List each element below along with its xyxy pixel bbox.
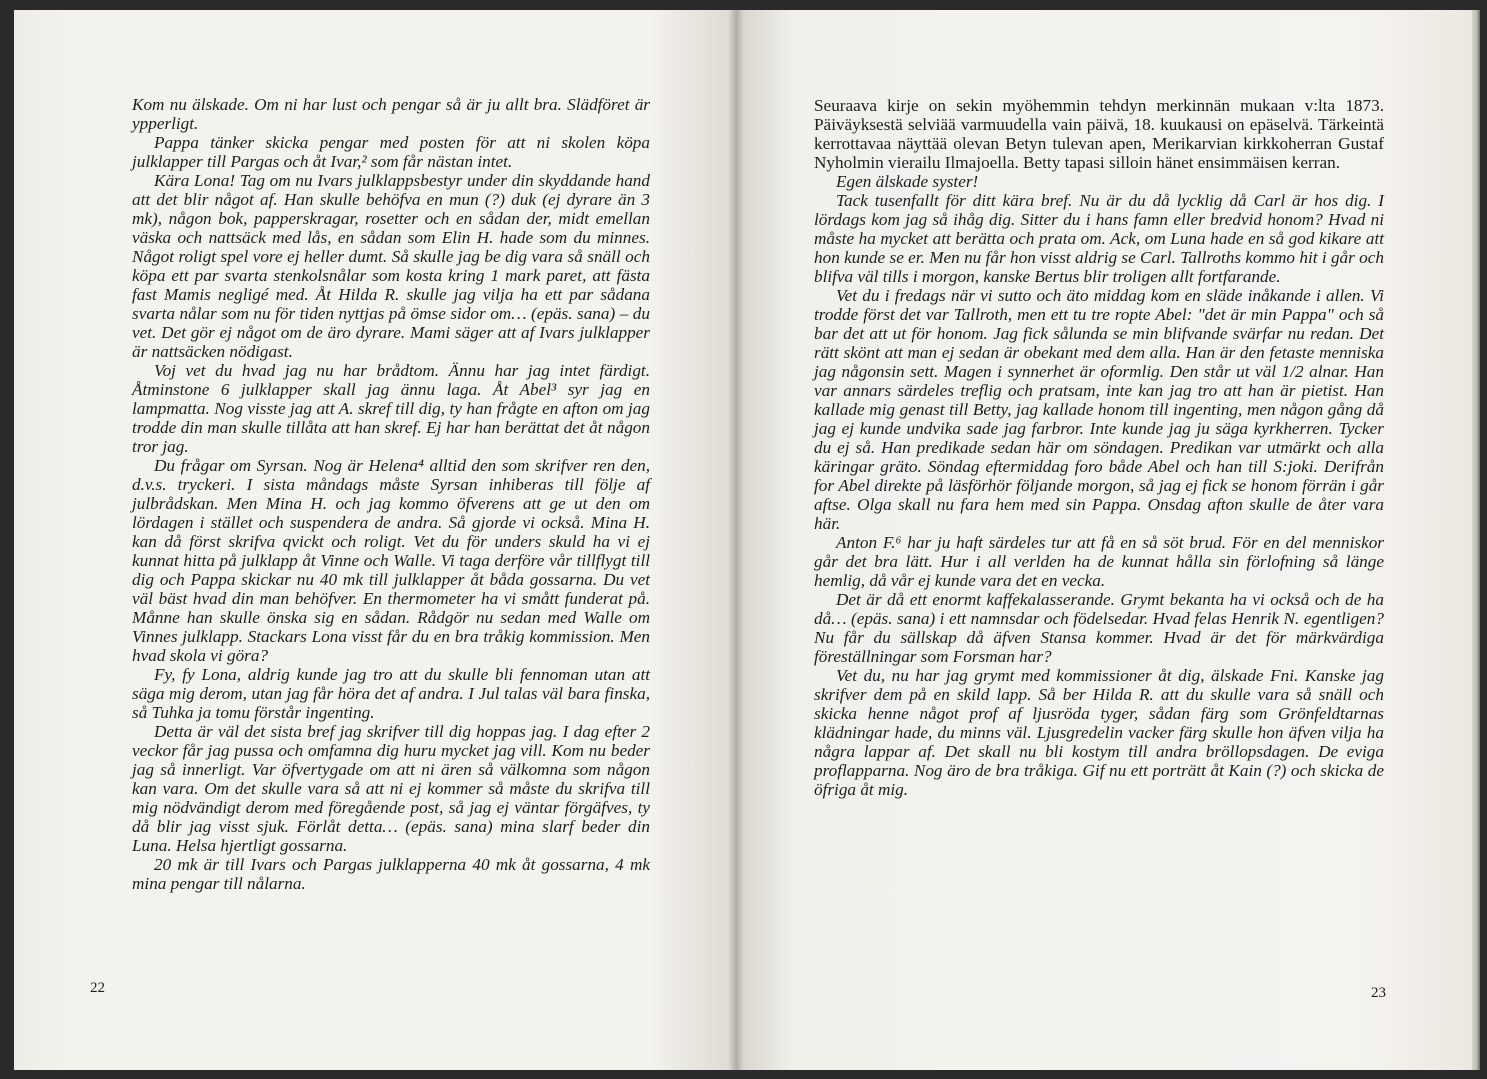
- left-paragraph-5: Du frågar om Syrsan. Nog är Helena⁴ alltid den som skrifver ren den, d.v.s. tryckeri. I sista måndags måste Syrsan inhiberas till följe af julbrådskan. Men Mina H. och jag kommo öfverens att ge ut den om lördagen i stället och suspendera de andra. Så gjorde vi också. Mina H. kan då först skrifva qvickt och roligt. Vet du för unders skuld ha vi ej kunnat hitta på julklapp åt Vinne och Walle. Vi taga derföre vår tillflygt till dig och Pappa skickar nu 40 mk till julklapper åt båda gossarna. Du vet väl bäst hvad din man behöfver. En thermometer ha vi smått funderat på. Månne han skulle önska sig en sådan. Rådgör nu sedan med Walle om Vinnes julklapp. Stackars Lona visst får du en bra tråkig kommission. Men hvad skola vi göra?: [132, 456, 650, 665]
- left-page: [14, 10, 736, 1070]
- right-paragraph-3: Vet du i fredags när vi sutto och äto middag kom en släde inåkande i allen. Vi trodde först det var Tallroth, men ett tu tre ropte Abel: "det är min Pappa" och så bar det att ut för honom. Jag fick sålunda se min blifvande svärfar nu redan. Det rätt skönt att man ej sedan är obekant med dem alla. Han är den fetaste menniska jag någonsin sett. Magen i synnerhet är oformlig. Den står ut väl 1/2 alnar. Han var annars särdeles treflig och pratsam, inte kan jag tro att han är pietist. Han kallade mig genast till Betty, jag kallade honom till ingenting, men någon gång då jag ej kunde undvika sade jag farbror. Inte kunde jag ju säga kyrkherren. Tycker du ej så. Han predikade sedan här om söndagen. Predikan var utmärkt och alla käringar gräto. Söndag eftermiddag foro både Abel och han till S:joki. Derifrån for Abel direkte på läsförhör följande morgon, så jag ej fick se honom förrän i går aftse. Olga skall nu fara hem med sin Pappa. Onsdag afton skulle de åter vara här.: [814, 286, 1384, 533]
- left-paragraph-8: 20 mk är till Ivars och Pargas julklapperna 40 mk åt gossarna, 4 mk mina pengar till nålarna.: [132, 855, 650, 893]
- right-paragraph-1: Egen älskade syster!: [836, 172, 979, 191]
- right-paragraph-6: Vet du, nu har jag grymt med kommissioner åt dig, älskade Fni. Kanske jag skrifver dem på en skild lapp. Så ber Hilda R. att du skulle vara så snäll och skicka henne något prof af ljusröda tyger, sådan färg som Grönfeldtarnas klädningar hade, du minns väl. Ljusgredelin vacker färg skulle hon äfven vilja ha några lappar af. Det skall nu bli kostym till andra bröllopsdagen. De eviga proflapparna. Nog äro de bra tråkiga. Gif nu ett porträtt åt Kain (?) och skicka de öfriga åt mig.: [814, 666, 1384, 799]
- right-page-number: 23: [1371, 985, 1386, 1001]
- right-paragraph-5: Det är då ett enormt kaffekalasserande. Grymt bekanta ha vi också och de ha då… (epäs. sana) i ett namnsdar och födelsedar. Hvad felas Henrik N. egentligen? Nu får du sällskap då äfven Stansa kommer. Hvad är det för märkvärdiga föreställningar som Forsman har?: [814, 590, 1384, 666]
- left-paragraph-7: Detta är väl det sista bref jag skrifver till dig hoppas jag. I dag efter 2 veckor får jag pussa och omfamna dig huru mycket jag vill. Kom nu beder jag så innerligt. Var öfvertygade om att ni ären så välkomna som någon kan vara. Om det skulle vara så att ni ej kommer så måste du skrifva till mig nödvändigt derom med föregående post, så jag ej väntar förgäfves, ty då blir jag visst sjuk. Förlåt detta… (epäs. sana) mina slarf beder din Luna. Helsa hjertligt gossarna.: [132, 722, 650, 855]
- left-page-text: [132, 95, 650, 893]
- right-paragraph-4: Anton F.⁶ har ju haft särdeles tur att få en så söt brud. För en del menniskor går det bra lätt. Hur i all verlden ha de kunnat hålla sin förlofning så länge hemlig, då vår ej kunde vara det en vecka.: [814, 533, 1384, 590]
- page-edge: [1472, 10, 1480, 1070]
- book-gutter: [728, 10, 744, 1070]
- right-page: [736, 10, 1472, 1070]
- left-paragraph-6: Fy, fy Lona, aldrig kunde jag tro att du skulle bli fennoman utan att säga mig derom, utan jag får höra det af andra. I Jul talas väl bara finska, så Tuhka ja tomu förstår ingenting.: [132, 665, 650, 722]
- right-intro-paragraph: Seuraava kirje on sekin myöhemmin tehdyn merkinnän mukaan v:lta 1873. Päiväyksestä selviää varmuudella vain päivä, 18. kuukausi on epäselvä. Tärkeintä kerrottavaa näyttää olevan Betyn tulevan apen, Merikarvian kirkkoherran Gustaf Nyholmin vierailu Ilmajoella. Betty tapasi silloin hänet ensimmäisen kerran.: [814, 96, 1384, 172]
- left-paragraph-2: Pappa tänker skicka pengar med posten för att ni skolen köpa julklapper till Pargas och åt Ivar,² som får nästan intet.: [132, 133, 650, 171]
- left-paragraph-3: Kära Lona! Tag om nu Ivars julklappsbestyr under din skyddande hand att det blir något af. Han skulle behöfva en mun (?) duk (ej dyrare än 3 mk), någon bok, papperskragar, rosetter och en sådan der, midt emellan väska och nattsäck med lås, en sådan som Elin H. hade som du minnes. Något roligt spel vore ej heller dumt. Så skulle jag be dig vara så snäll och köpa ett par svarta stenkolsnålar som kosta kring 1 mark paret, att fästa fast Mamis negligé med. Åt Hilda R. skulle jag vilja ha ett par sådana svarta nålar som nu för tiden nyttjas på ömse sidor om… (epäs. sana) – du vet. Det gör ej något om de äro dyrare. Mami säger att af Ivars julklapper är nattsäcken nödigast.: [132, 171, 650, 361]
- right-page-text: [814, 96, 1384, 799]
- left-paragraph-1: Kom nu älskade. Om ni har lust och pengar så är ju allt bra. Slädföret är ypperligt.: [132, 95, 650, 133]
- right-paragraph-2: Tack tusenfallt för ditt kära bref. Nu är du då lycklig då Carl är hos dig. I lördags kom jag så ihåg dig. Sitter du i hans famn eller bredvid honom? Hvad ni måste ha mycket att berätta och prata om. Ack, om Luna hade en så god kikare att hon kunde se er. Men nu får hon visst aldrig se Carl. Tallroths kommo hit i går och blifva väl tills i morgon, kanske Bertus blir troligen allt fortfarande.: [814, 191, 1384, 286]
- left-page-number: 22: [90, 980, 105, 996]
- left-paragraph-4: Voj vet du hvad jag nu har brådtom. Ännu har jag intet färdigt. Åtminstone 6 julklapper skall jag ännu laga. Åt Abel³ syr jag en lampmatta. Nog visste jag att A. skref till dig, ty han frågte en afton om jag trodde din man skulle tillåta att han skref. Ej har han berättat det åt någon tror jag.: [132, 361, 650, 456]
